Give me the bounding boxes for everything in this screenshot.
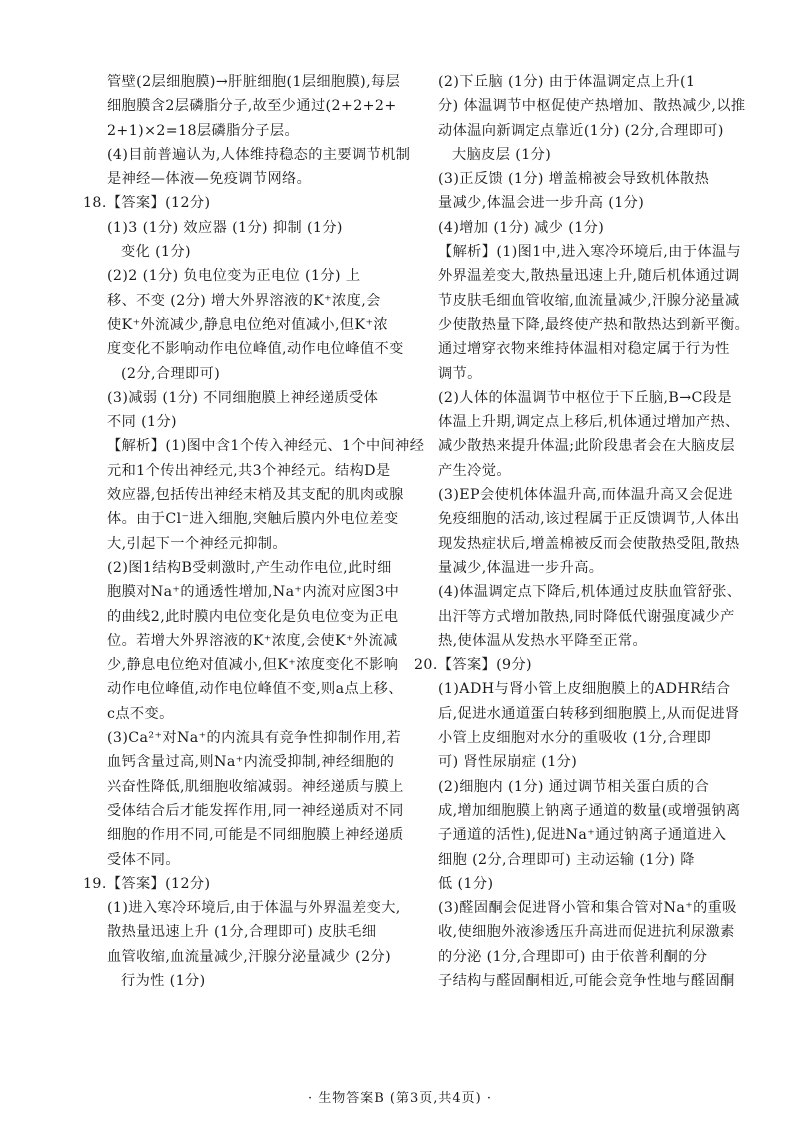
text-line: 成,增加细胞膜上钠离子通道的数量(或增强钠离 <box>438 802 741 819</box>
text-line: 的曲线2,此时膜内电位变化是负电位变为正电 <box>107 608 399 625</box>
text-line: 调节。 <box>438 365 482 382</box>
text-line: (2)人体的体温调节中枢位于下丘脑,B→C段是 <box>438 389 732 406</box>
text-line: 收,使细胞外液渗透压升高进而促进抗利尿激素 <box>438 924 735 941</box>
text-line: 变化 (1分) <box>121 244 191 261</box>
text-line: 后,促进水通道蛋白转移到细胞膜上,从而促进肾 <box>438 705 740 722</box>
text-line: 是神经—体液—免疫调节网络。 <box>107 171 312 188</box>
text-line: (1)3 (1分) 效应器 (1分) 抑制 (1分) <box>107 219 343 236</box>
text-line: 兴奋性降低,肌细胞收缩减弱。神经递质与膜上 <box>107 778 404 795</box>
text-line: 可) 肾性尿崩症 (1分) <box>438 754 578 771</box>
text-line: 产生冷觉。 <box>438 462 511 479</box>
text-line: 通过增穿衣物来维持体温相对稳定属于行为性 <box>438 341 730 358</box>
text-line: 动体温向新调定点靠近(1分) (2分,合理即可) <box>438 122 724 139</box>
text-line: 受体不同。 <box>107 851 180 868</box>
left-column <box>83 70 425 993</box>
text-line: 细胞膜含2层磷脂分子,故至少通过(2+2+2+ <box>107 98 397 115</box>
text-line: (3)醛固酮会促进肾小管和集合管对Na⁺的重吸 <box>438 900 737 917</box>
text-line: (2分,合理即可) <box>121 365 221 382</box>
text-line: 出汗等方式增加散热,同时降低代谢强度减少产 <box>438 608 735 625</box>
text-line: (4)体温调定点下降后,机体通过皮肤血管舒张、 <box>438 584 742 601</box>
page-footer: · 生物答案B (第3页,共4页) · <box>307 1091 493 1106</box>
text-line: 动作电位峰值,动作电位峰值不变,则a点上移、 <box>107 681 403 698</box>
question-20-heading: 20.【答案】(9分) <box>414 657 532 674</box>
analysis-heading: 【解析】(1)图1中,进入寒冷环境后,由于体温与 <box>438 244 742 261</box>
text-line: 效应器,包括传出神经末梢及其支配的肌肉或腺 <box>107 487 404 504</box>
text-line: 小管上皮细胞对水分的重吸收 (1分,合理即 <box>438 730 712 747</box>
text-line: 量减少,体温会进一步升高 (1分) <box>438 195 645 212</box>
text-line: 细胞的作用不同,可能是不同细胞膜上神经递质 <box>107 827 404 844</box>
text-line: 减少散热来提升体温;此阶段患者会在大脑皮层 <box>438 438 735 455</box>
text-line: 节皮肤毛细血管收缩,血流量减少,汗腺分泌量减 <box>438 292 740 309</box>
text-line: 大,引起下一个神经元抑制。 <box>107 535 287 552</box>
text-line: (2)2 (1分) 负电位变为正电位 (1分) 上 <box>107 268 361 285</box>
text-line: 热,使体温从发热水平降至正常。 <box>438 632 648 649</box>
text-line: 现发热症状后,增盖棉被反而会使散热受阻,散热 <box>438 535 740 552</box>
right-column <box>414 70 750 993</box>
text-line: c点不变。 <box>107 705 174 722</box>
text-line: 体。由于Cl⁻进入细胞,突触后膜内外电位差变 <box>107 511 399 528</box>
text-line: (3)正反馈 (1分) 增盖棉被会导致机体散热 <box>438 171 710 188</box>
text-line: 分) 体温调节中枢促使产热增加、散热减少,以推 <box>438 98 746 115</box>
text-line: (2)图1结构B受刺激时,产生动作电位,此时细 <box>107 559 392 576</box>
text-line: 不同 (1分) <box>107 414 177 431</box>
text-line: 使K⁺外流减少,静息电位绝对值减小,但K⁺浓 <box>107 316 388 333</box>
text-line: (4)增加 (1分) 减少 (1分) <box>438 219 605 236</box>
text-line: 度变化不影响动作电位峰值,动作电位峰值不变 <box>107 341 404 358</box>
text-line: 子结构与醛固酮相近,可能会竞争性地与醛固酮 <box>438 972 735 989</box>
text-line: (4)目前普遍认为,人体维持稳态的主要调节机制 <box>107 146 411 163</box>
text-line: 位。若增大外界溶液的K⁺浓度,会使K⁺外流减 <box>107 632 398 649</box>
text-line: (2)细胞内 (1分) 通过调节相关蛋白质的合 <box>438 778 710 795</box>
text-line: 少,静息电位绝对值减小,但K⁺浓度变化不影响 <box>107 657 399 674</box>
text-line: (1)ADH与肾小管上皮细胞膜上的ADHR结合 <box>438 681 731 698</box>
text-line: 2+1)×2=18层磷脂分子层。 <box>107 122 300 139</box>
text-line: 元和1个传出神经元,共3个神经元。结构D是 <box>107 462 391 479</box>
text-line: 免疫细胞的活动,该过程属于正反馈调节,人体出 <box>438 511 740 528</box>
question-19-heading: 19.【答案】(12分) <box>83 875 211 892</box>
text-line: 散热量迅速上升 (1分,合理即可) 皮肤毛细 <box>107 924 377 941</box>
text-line: (3)Ca²⁺对Na⁺的内流具有竞争性抑制作用,若 <box>107 730 402 747</box>
question-18-heading: 18.【答案】(12分) <box>83 195 211 212</box>
text-line: 受体结合后才能发挥作用,同一神经递质对不同 <box>107 802 404 819</box>
text-line: 低 (1分) <box>438 875 494 892</box>
text-line: (3)EP会使机体体温升高,而体温升高又会促进 <box>438 487 733 504</box>
text-line: 子通道的活性),促进Na⁺通过钠离子通道进入 <box>438 827 727 844</box>
text-line: 量减少,体温进一步升高。 <box>438 559 604 576</box>
text-line: 移、不变 (2分) 增大外界溶液的K⁺浓度,会 <box>107 292 381 309</box>
text-line: (3)减弱 (1分) 不同细胞膜上神经递质受体 <box>107 389 379 406</box>
text-line: (1)进入寒冷环境后,由于体温与外界温差变大, <box>107 900 401 917</box>
text-line: 大脑皮层 (1分) <box>452 146 552 163</box>
text-line: 管壁(2层细胞膜)→肝脏细胞(1层细胞膜),每层 <box>107 74 401 90</box>
text-line: 外界温差变大,散热量迅速上升,随后机体通过调 <box>438 268 740 285</box>
text-line: 的分泌 (1分,合理即可) 由于依普利酮的分 <box>438 948 708 965</box>
text-line: 血钙含量过高,则Na⁺内流受抑制,神经细胞的 <box>107 754 395 771</box>
text-line: 血管收缩,血流量减少,汗腺分泌量减少 (2分) <box>107 948 392 965</box>
text-line: 胞膜对Na⁺的通透性增加,Na⁺内流对应图3中 <box>107 584 400 601</box>
text-line: 细胞 (2分,合理即可) 主动运输 (1分) 降 <box>438 851 695 868</box>
analysis-heading: 【解析】(1)图中含1个传入神经元、1个中间神经 <box>107 438 425 455</box>
text-line: 少使散热量下降,最终使产热和散热达到新平衡。 <box>438 316 750 333</box>
text-line: 行为性 (1分) <box>121 972 206 989</box>
text-line: 体温上升期,调定点上移后,机体通过增加产热、 <box>438 414 740 431</box>
text-line: (2)下丘脑 (1分) 由于体温调定点上升(1 <box>438 74 696 90</box>
